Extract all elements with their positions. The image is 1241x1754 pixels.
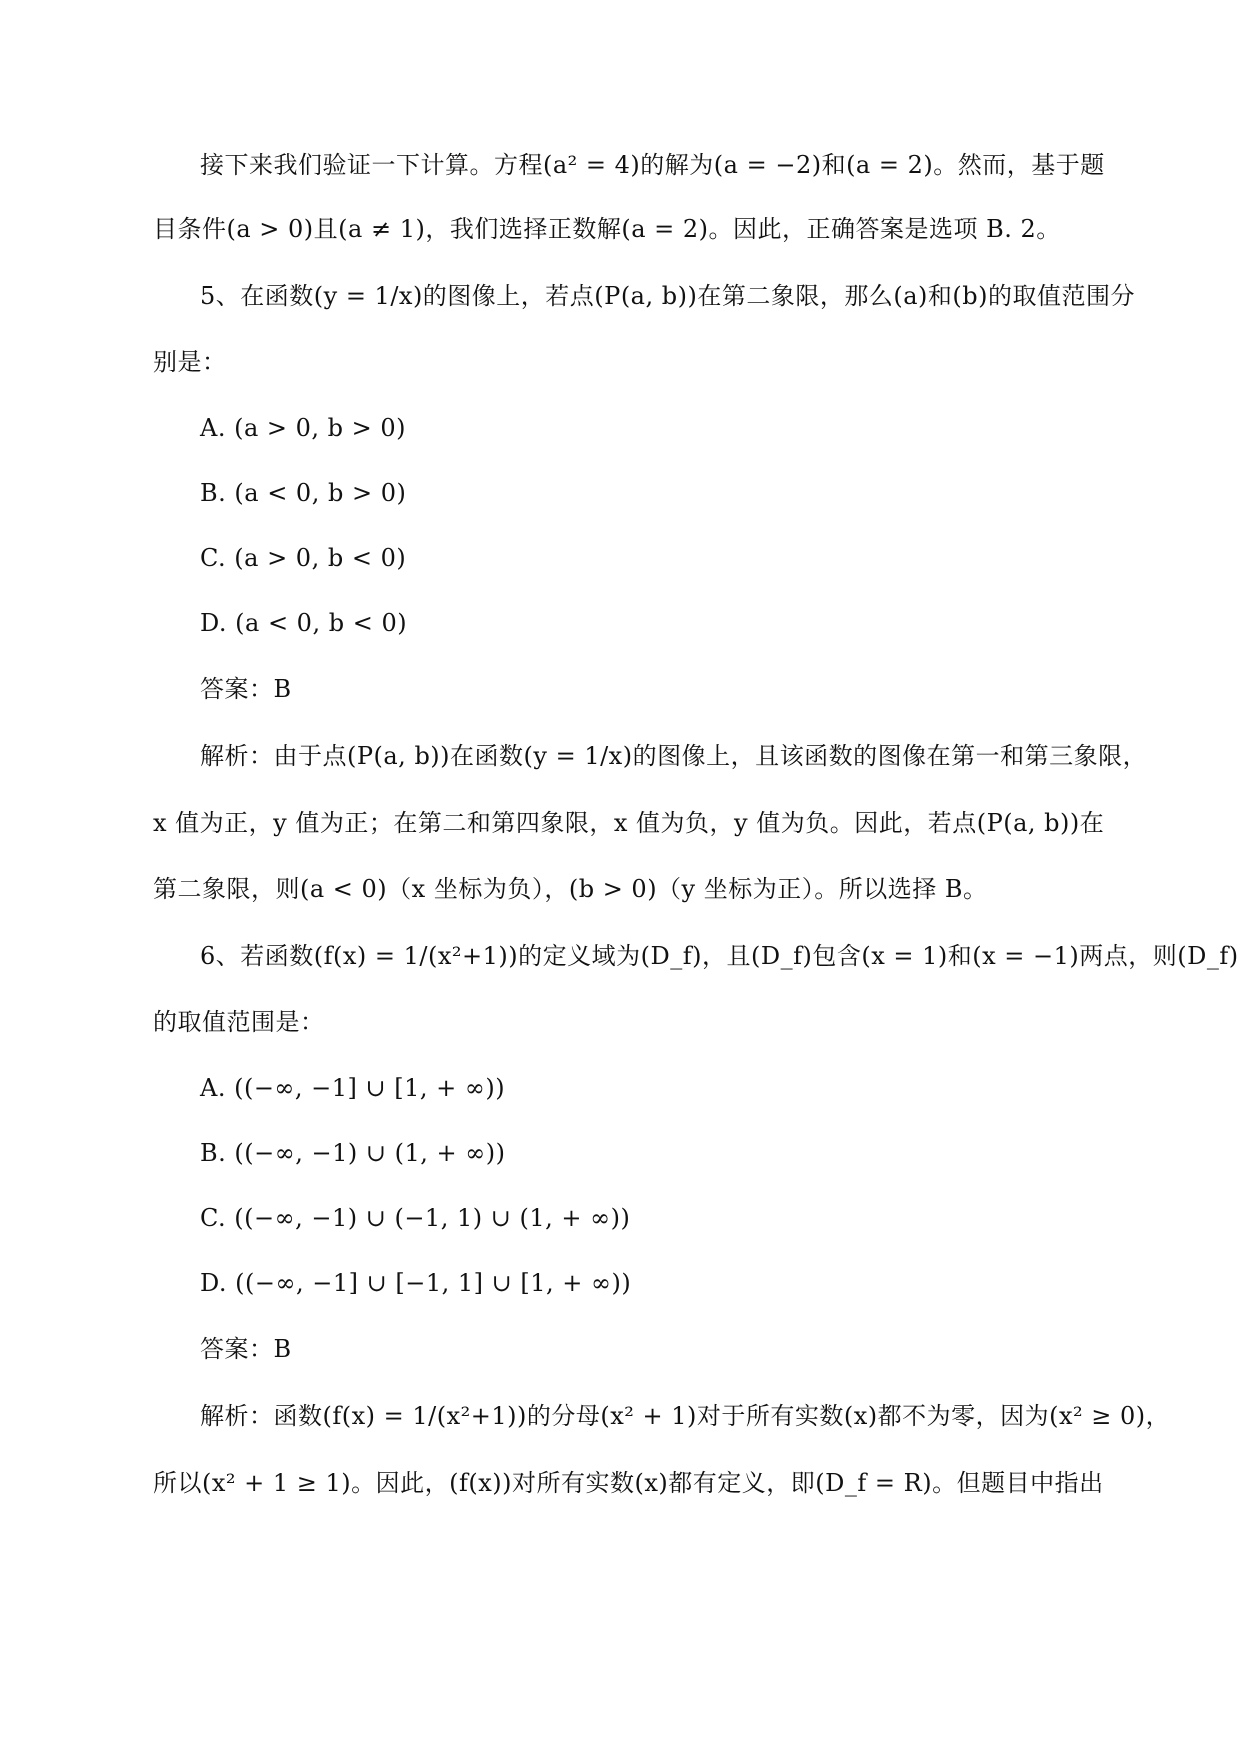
question-5-option-a: A. (a > 0, b > 0): [200, 414, 407, 442]
paragraph-line: 接下来我们验证一下计算。方程(a² = 4)的解为(a = −2)和(a = 2)。然而，基于题: [200, 151, 1105, 179]
question-5-explanation: 第二象限，则(a < 0)（x 坐标为负），(b > 0)（y 坐标为正）。所以选择 B。: [153, 875, 988, 903]
question-6-stem-cont: 的取值范围是：: [153, 1008, 325, 1036]
question-5-option-c: C. (a > 0, b < 0): [200, 544, 407, 572]
question-5-option-d: D. (a < 0, b < 0): [200, 609, 408, 637]
question-5-explanation: 解析：由于点(P(a, b))在函数(y = 1/x)的图像上，且该函数的图像在第一和第三象限，: [200, 742, 1148, 770]
question-5-stem-cont: 别是：: [153, 348, 227, 376]
question-6-option-b: B. ((−∞, −1) ∪ (1, + ∞)): [200, 1139, 506, 1167]
question-6-explanation: 所以(x² + 1 ≥ 1)。因此，(f(x))对所有实数(x)都有定义，即(D_f = R)。但题目中指出: [153, 1469, 1104, 1497]
question-6-option-d: D. ((−∞, −1] ∪ [−1, 1] ∪ [1, + ∞)): [200, 1269, 632, 1297]
question-5-explanation: x 值为正，y 值为正；在第二和第四象限，x 值为负，y 值为负。因此，若点(P(a, b))在: [153, 809, 1105, 837]
question-6-option-c: C. ((−∞, −1) ∪ (−1, 1) ∪ (1, + ∞)): [200, 1204, 631, 1232]
question-5-option-b: B. (a < 0, b > 0): [200, 479, 407, 507]
question-6-answer: 答案：B: [200, 1335, 292, 1363]
question-6-option-a: A. ((−∞, −1] ∪ [1, + ∞)): [200, 1074, 506, 1102]
paragraph-line: 目条件(a > 0)且(a ≠ 1)，我们选择正数解(a = 2)。因此，正确答案是选项 B. 2。: [153, 215, 1061, 243]
question-5-stem: 5、在函数(y = 1/x)的图像上，若点(P(a, b))在第二象限，那么(a)和(b)的取值范围分: [200, 282, 1135, 310]
question-5-answer: 答案：B: [200, 675, 292, 703]
question-6-stem: 6、若函数(f(x) = 1/(x²+1))的定义域为(D_f)，且(D_f)包含(x = 1)和(x = −1)两点，则(D_f): [200, 942, 1239, 970]
question-6-explanation: 解析：函数(f(x) = 1/(x²+1))的分母(x² + 1)对于所有实数(x)都不为零，因为(x² ≥ 0)，: [200, 1402, 1171, 1430]
